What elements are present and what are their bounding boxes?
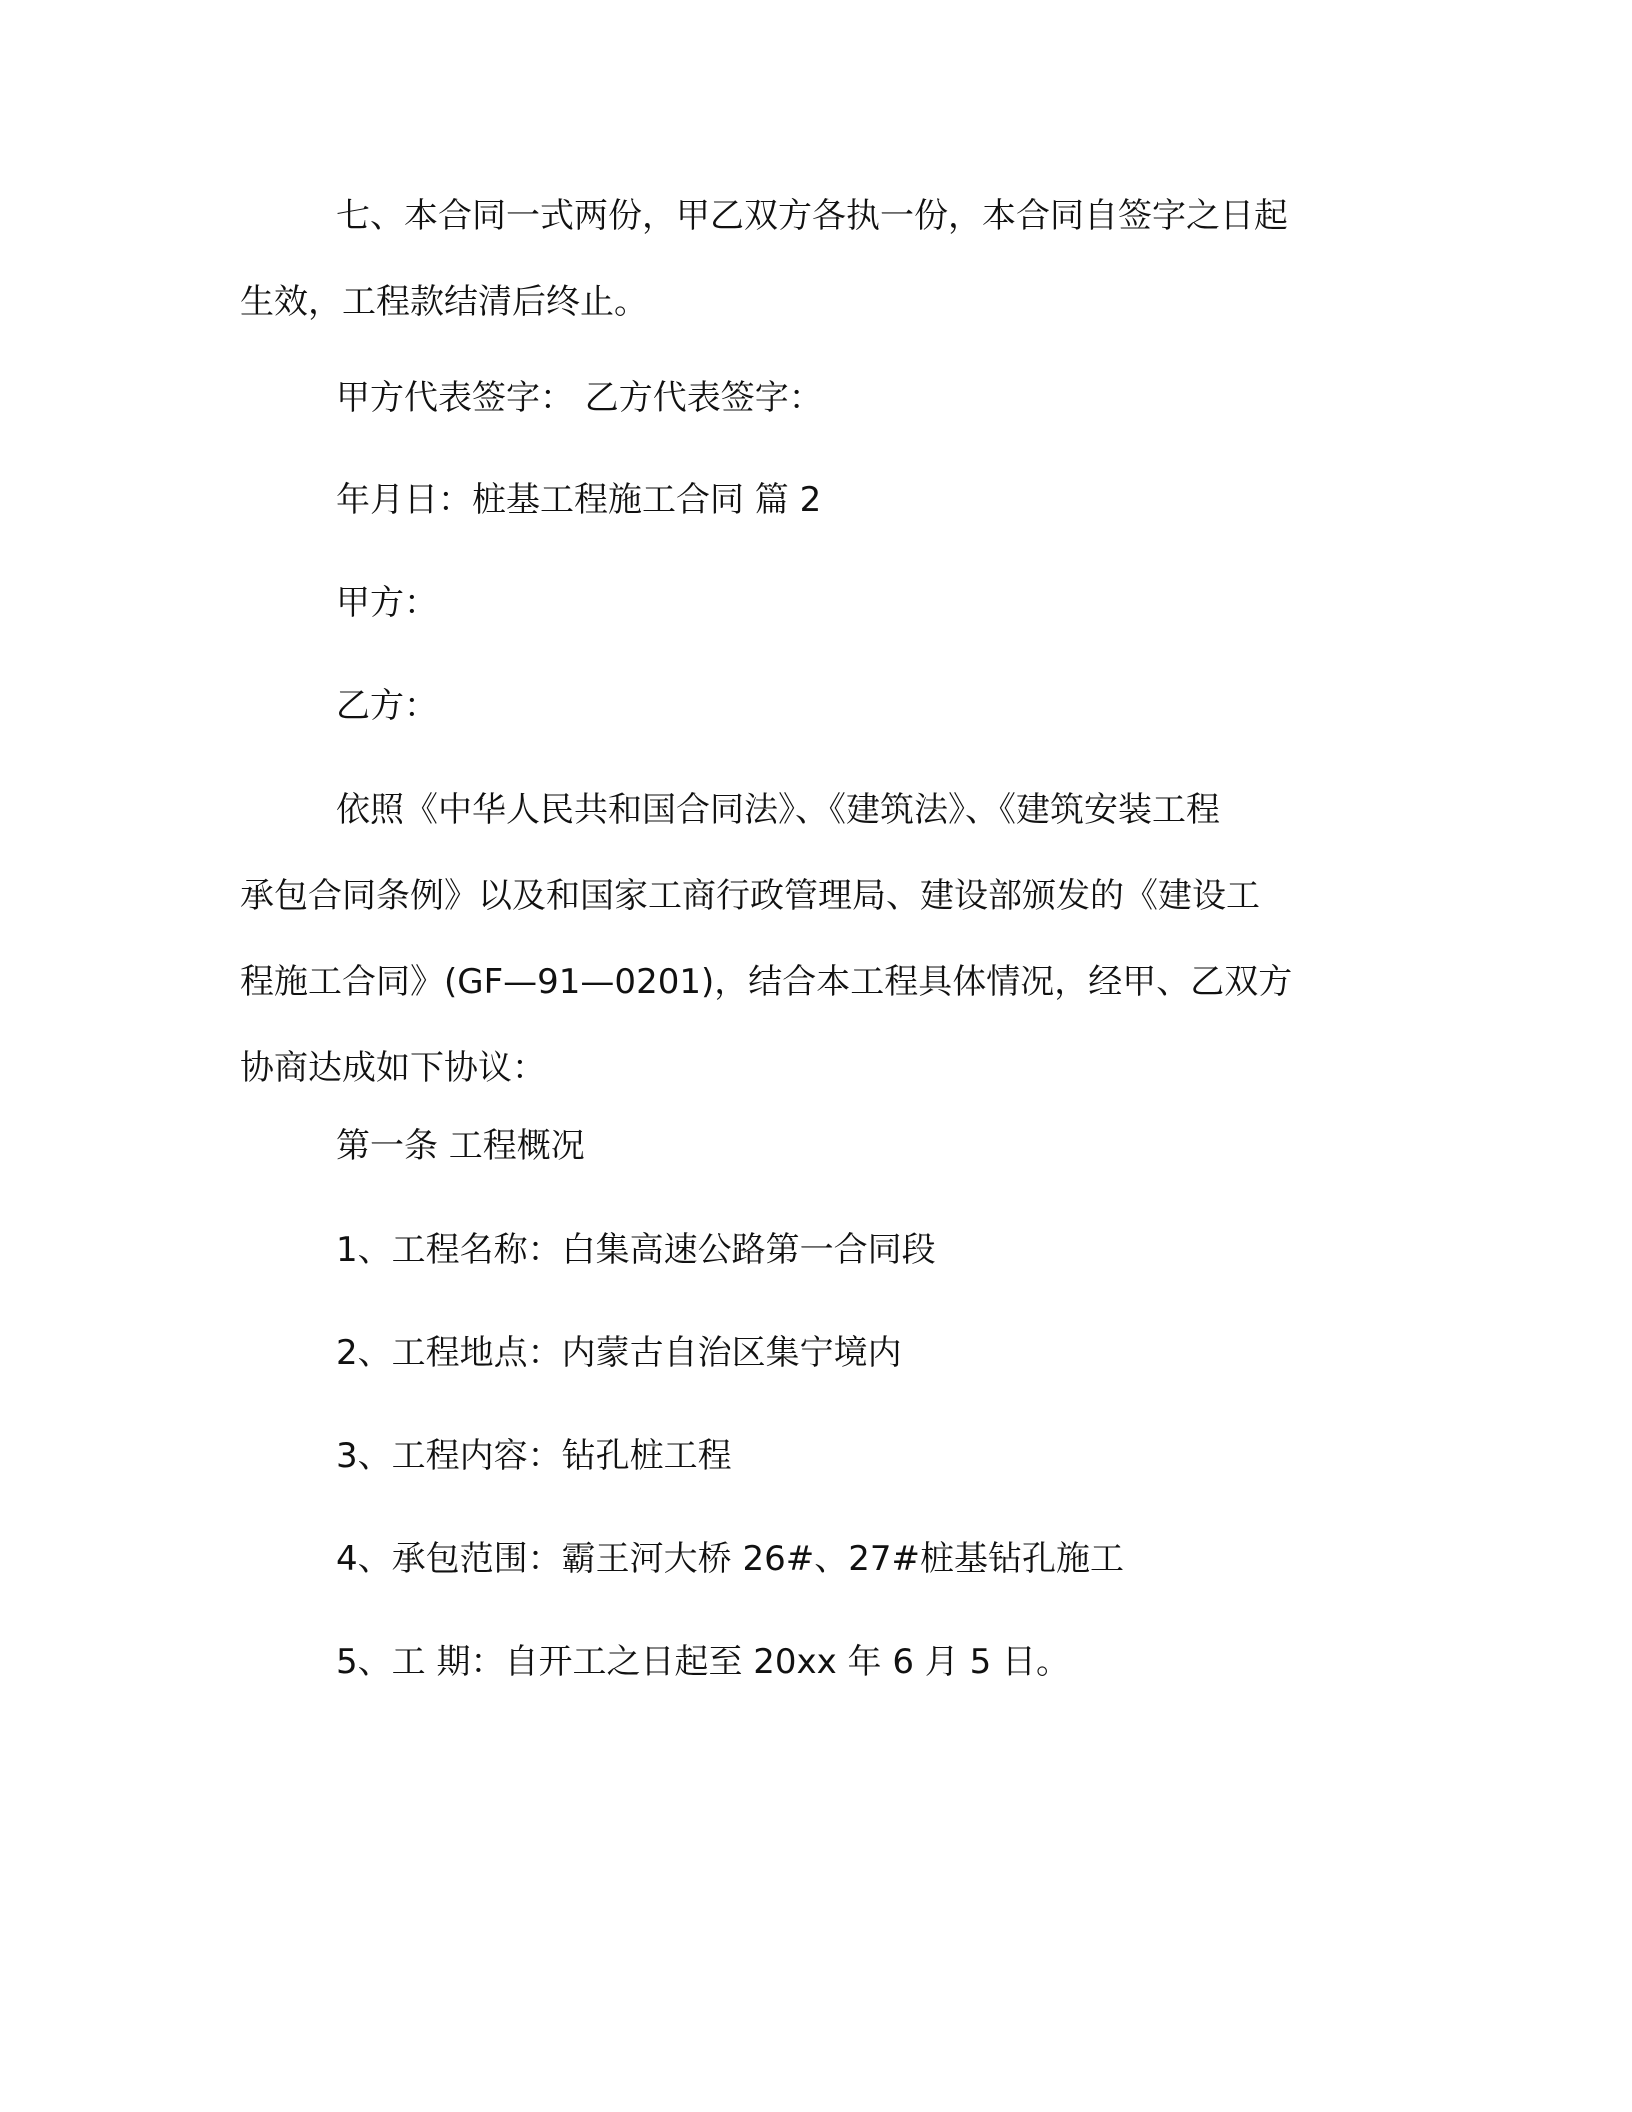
party-a-paragraph	[240, 585, 1370, 621]
text-line: 第一条 工程概况	[336, 1126, 585, 1166]
clause-seven-paragraph	[240, 198, 1370, 320]
text-line: 甲方代表签字： 乙方代表签字：	[336, 378, 823, 418]
text-line: 承包合同条例》以及和国家工商行政管理局、建设部颁发的《建设工	[240, 876, 1260, 916]
text-line: 协商达成如下协议：	[240, 1048, 546, 1088]
text-line: 生效，工程款结清后终止。	[240, 282, 648, 322]
signatures-paragraph	[240, 380, 1370, 416]
text-line: 3、工程内容：钻孔桩工程	[336, 1436, 732, 1476]
text-line: 程施工合同》(GF—91—0201)，结合本工程具体情况，经甲、乙双方	[240, 962, 1293, 1002]
item-4-paragraph	[240, 1541, 1370, 1577]
text-line: 4、承包范围：霸王河大桥 26#、27#桩基钻孔施工	[336, 1539, 1124, 1579]
preamble-paragraph	[240, 792, 1370, 1086]
text-line: 甲方：	[336, 583, 438, 623]
party-b-paragraph	[240, 688, 1370, 724]
text-line: 乙方：	[336, 686, 438, 726]
item-1-paragraph	[240, 1232, 1370, 1268]
item-3-paragraph	[240, 1438, 1370, 1474]
date-title-paragraph	[240, 482, 1370, 518]
item-5-paragraph	[240, 1644, 1370, 1680]
text-line: 年月日：桩基工程施工合同 篇 2	[336, 480, 822, 520]
item-2-paragraph	[240, 1335, 1370, 1371]
text-line: 1、工程名称：白集高速公路第一合同段	[336, 1230, 936, 1270]
text-line: 依照《中华人民共和国合同法》、《建筑法》、《建筑安装工程	[336, 790, 1220, 830]
article-one-heading	[240, 1128, 1370, 1164]
text-line: 七、本合同一式两份，甲乙双方各执一份，本合同自签字之日起	[336, 196, 1288, 236]
text-line: 5、工 期：自开工之日起至 20xx 年 6 月 5 日。	[336, 1642, 1071, 1682]
text-line: 2、工程地点：内蒙古自治区集宁境内	[336, 1333, 902, 1373]
